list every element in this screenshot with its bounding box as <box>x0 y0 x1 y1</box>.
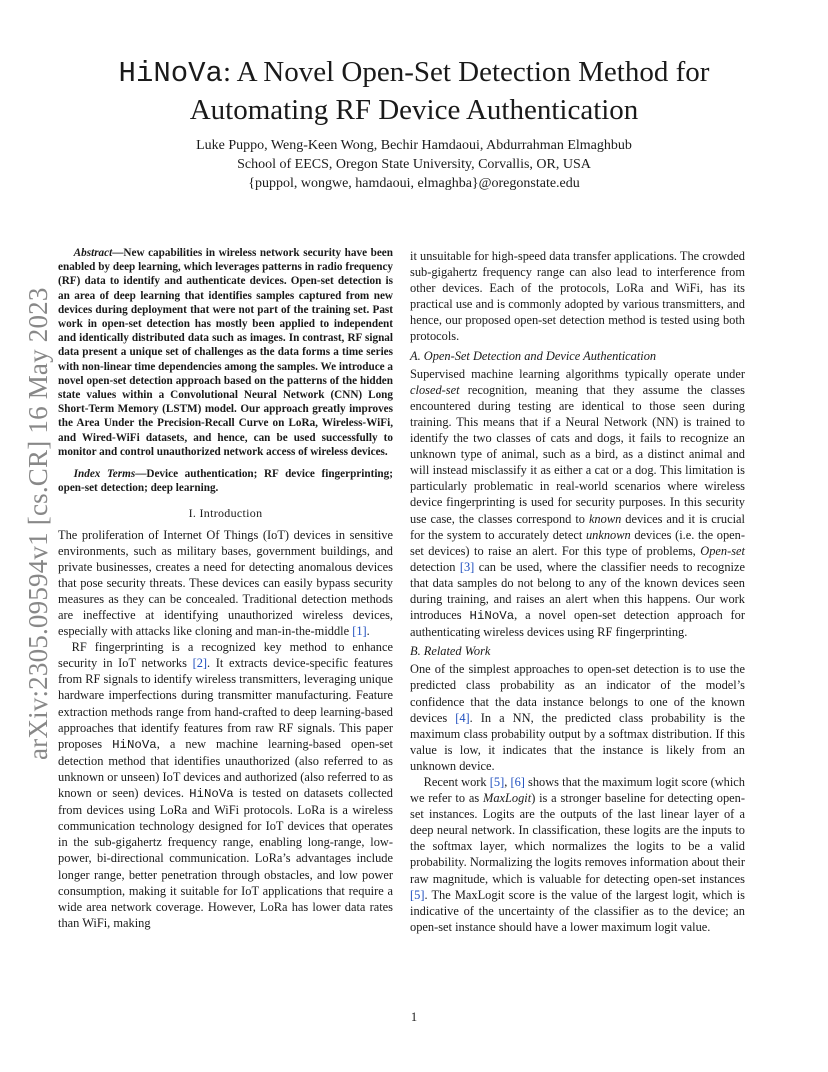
right-column <box>410 248 745 935</box>
citation-link[interactable]: [2] <box>192 656 208 671</box>
citation-link[interactable]: [5] <box>489 775 505 789</box>
text-run: , a novel open-set detection approach for authenticating wireless devices using RF fingerprinting. <box>410 608 745 640</box>
text-run: can be used, where the classifier needs to recognize that data samples do not belong to any of the known devices seen during training, and raises an alert when this happens. Our work introduces <box>410 559 745 623</box>
text-run: devices (i.e. the open-set devices) to raise an alert. For this type of problems, <box>410 527 745 558</box>
text-run: . It extracts device-specific features from RF signals to identify wireless transmitters, leveraging unique hardware imperfections during transmitter manufacturing. Feature extraction methods range from hand-crafted to deep learning-based approaches that identify features from raw RF signals. This paper proposes <box>58 656 394 751</box>
text-run: recognition, meaning that they assume the classes encountered during testing are identical to those seen during training. This means that if a Neural Network (NN) is trained to identify the two classes of cats and dogs, it fails to recognize an unknown type of animal, such as a bird, as a distinct animal and will instead misclassify it as either a cat or a dog. This limitation is particularly problematic in real-world scenarios where wireless device fingerprinting is used for security purposes. In this security use case, the classes correspond to <box>410 382 745 526</box>
continued-paragraph: it unsuitable for high-speed data transfer applications. The crowded sub-gigahertz frequency range can also lead to interference from other devices. Each of the protocols, LoRa and WiFi, has its practical use and is commonly adopted by various transmitters, and hence, our proposed open-set detection method is tested using both protocols. <box>410 249 745 344</box>
text-run: The proliferation of Internet Of Things (IoT) devices in sensitive environments, such as military bases, government buildings, and private businesses, creates a need for detecting anomalous devices that pose security threats. These devices can easily bypass security measures as they can be concealed. Traditional detection methods are ineffective at identifying unauthorized wireless devices, especially with attacks like cloning and man-in-the-middle <box>58 527 393 639</box>
arxiv-stamp: arXiv:2305.09594v1 [cs.CR] 16 May 2023 <box>23 287 53 760</box>
emphasis: closed-set <box>410 382 460 397</box>
emphasis: Open-set <box>700 543 745 558</box>
citation-link[interactable]: [3] <box>459 559 475 574</box>
intro-paragraph-2 <box>58 639 393 931</box>
text-run: Supervised machine learning algorithms typically operate under <box>410 366 745 381</box>
citation-link[interactable]: [1] <box>352 624 367 639</box>
abstract <box>58 246 393 459</box>
section-b-paragraph-1 <box>410 661 745 774</box>
section-heading-introduction: I. Introduction <box>188 506 263 521</box>
text-run: . In a NN, the predicted class probability is the maximum class probability output by a softmax distribution. If this value is low, it indicates that the instance is likely from an unknown device. <box>410 710 745 773</box>
text-run: , <box>504 775 511 789</box>
text-run: Recent work <box>423 775 490 789</box>
text-run: shows that the maximum logit score (which we refer to as <box>410 775 745 806</box>
intro-paragraph-1 <box>58 527 393 640</box>
author-emails: {puppol, wongwe, hamdaoui, elmaghba}@oregonstate.edu <box>248 176 580 191</box>
section-a-paragraph <box>410 366 745 641</box>
left-column <box>58 246 393 931</box>
citation-link[interactable]: [5] <box>410 887 425 902</box>
method-name: HiNoVa <box>189 787 234 802</box>
index-terms <box>58 467 393 495</box>
author-affiliation: School of EECS, Oregon State University, Corvallis, OR, USA <box>237 157 591 172</box>
method-name: HiNoVa <box>469 609 515 624</box>
index-terms-text: —Device authentication; RF device fingerprinting; open-set detection; deep learning. <box>58 468 393 495</box>
citation-link[interactable]: [4] <box>455 710 470 725</box>
title-line1: : A Novel Open-Set Detection Method for <box>222 56 710 88</box>
text-run: . <box>366 624 370 639</box>
page-number: 1 <box>410 1010 418 1024</box>
emphasis: MaxLogit <box>483 791 532 806</box>
emphasis: known <box>588 511 622 526</box>
text-run: is tested on datasets collected from devices using LoRa and WiFi protocols. LoRa is a wireless communication technology designed for IoT devices that operates in the sub-gigahertz frequency range, enabling long-range, low-power, bi-directional communication. LoRa’s advantages include longer range, better penetration through obstacles, and low power consumption, making it suitable for IoT applications that require a wide area network coverage. However, LoRa has lower data rates than WiFi, making <box>58 786 394 930</box>
section-b-paragraph-2 <box>410 774 745 935</box>
abstract-text: —New capabilities in wireless network security have been enabled by deep learning, which leverages patterns in radio frequency (RF) data to identify and authenticate devices. Open-set detection is an area of deep learning that identifies samples captured from new devices during deployment that were not part of the training set. Past work in open-set detection has mostly been applied to independent and identically distributed data such as images. In contrast, RF signal data present a unique set of challenges as the data forms a time series with non-linear time dependencies among the samples. We introduce a novel open-set detection approach based on the patterns of the hidden state values within a Convolutional Neural Network (CNN) Long Short-Term Memory (LSTM) model. Our approach greatly improves the Area Under the Precision-Recall Curve on LoRa, Wireless-WiFi, and Wired-WiFi datasets, and hence, can be used successfully to monitor and control unauthorized network access of wireless devices. <box>58 247 394 458</box>
subsection-heading-a: A. Open-Set Detection and Device Authentication <box>410 348 657 363</box>
index-terms-label: Index Terms <box>73 468 136 481</box>
paper-title <box>40 54 788 128</box>
text-run: detection <box>410 559 460 574</box>
text-run: ) is a stronger baseline for detecting open-set instances. Logits are the outputs of the last linear layer of a deep neural network. In classification, these logits are the inputs to the softmax layer, which normalizes the logits to be a valid probability. Normalizing the logits removes information about their raw magnitude, which is valuable for detecting open-set instances <box>410 791 745 886</box>
emphasis: unknown <box>585 527 631 542</box>
subsection-heading-b: B. Related Work <box>410 644 491 659</box>
abstract-label: Abstract <box>73 247 113 259</box>
citation-link[interactable]: [6] <box>510 775 525 789</box>
title-line2: Automating RF Device Authentication <box>189 94 639 126</box>
text-run: , a new machine learning-based open-set detection method that identifies unauthorized (also referred to as unknown or unseen) IoT devices and authorized (also referred to as known or seen) devices. <box>58 736 394 801</box>
text-run: RF fingerprinting is a recognized key method to enhance security in IoT networks <box>58 640 393 671</box>
text-run: One of the simplest approaches to open-set detection is to use the predicted class probability as an indicator of the model’s confidence that the data instance belongs to one of the known devices <box>410 662 745 725</box>
method-name: HiNoVa <box>118 57 223 90</box>
author-names: Luke Puppo, Weng-Keen Wong, Bechir Hamdaoui, Abdurrahman Elmaghbub <box>196 138 632 153</box>
author-block <box>40 136 788 193</box>
text-run: . The MaxLogit score is the value of the largest logit, which is indicative of the uncertainty of the classifier as to the device; an open-set instance should have a lower maximum logit value. <box>410 887 745 934</box>
method-name: HiNoVa <box>112 737 157 752</box>
text-run: devices and it is crucial for the system to accurately detect <box>410 511 745 542</box>
